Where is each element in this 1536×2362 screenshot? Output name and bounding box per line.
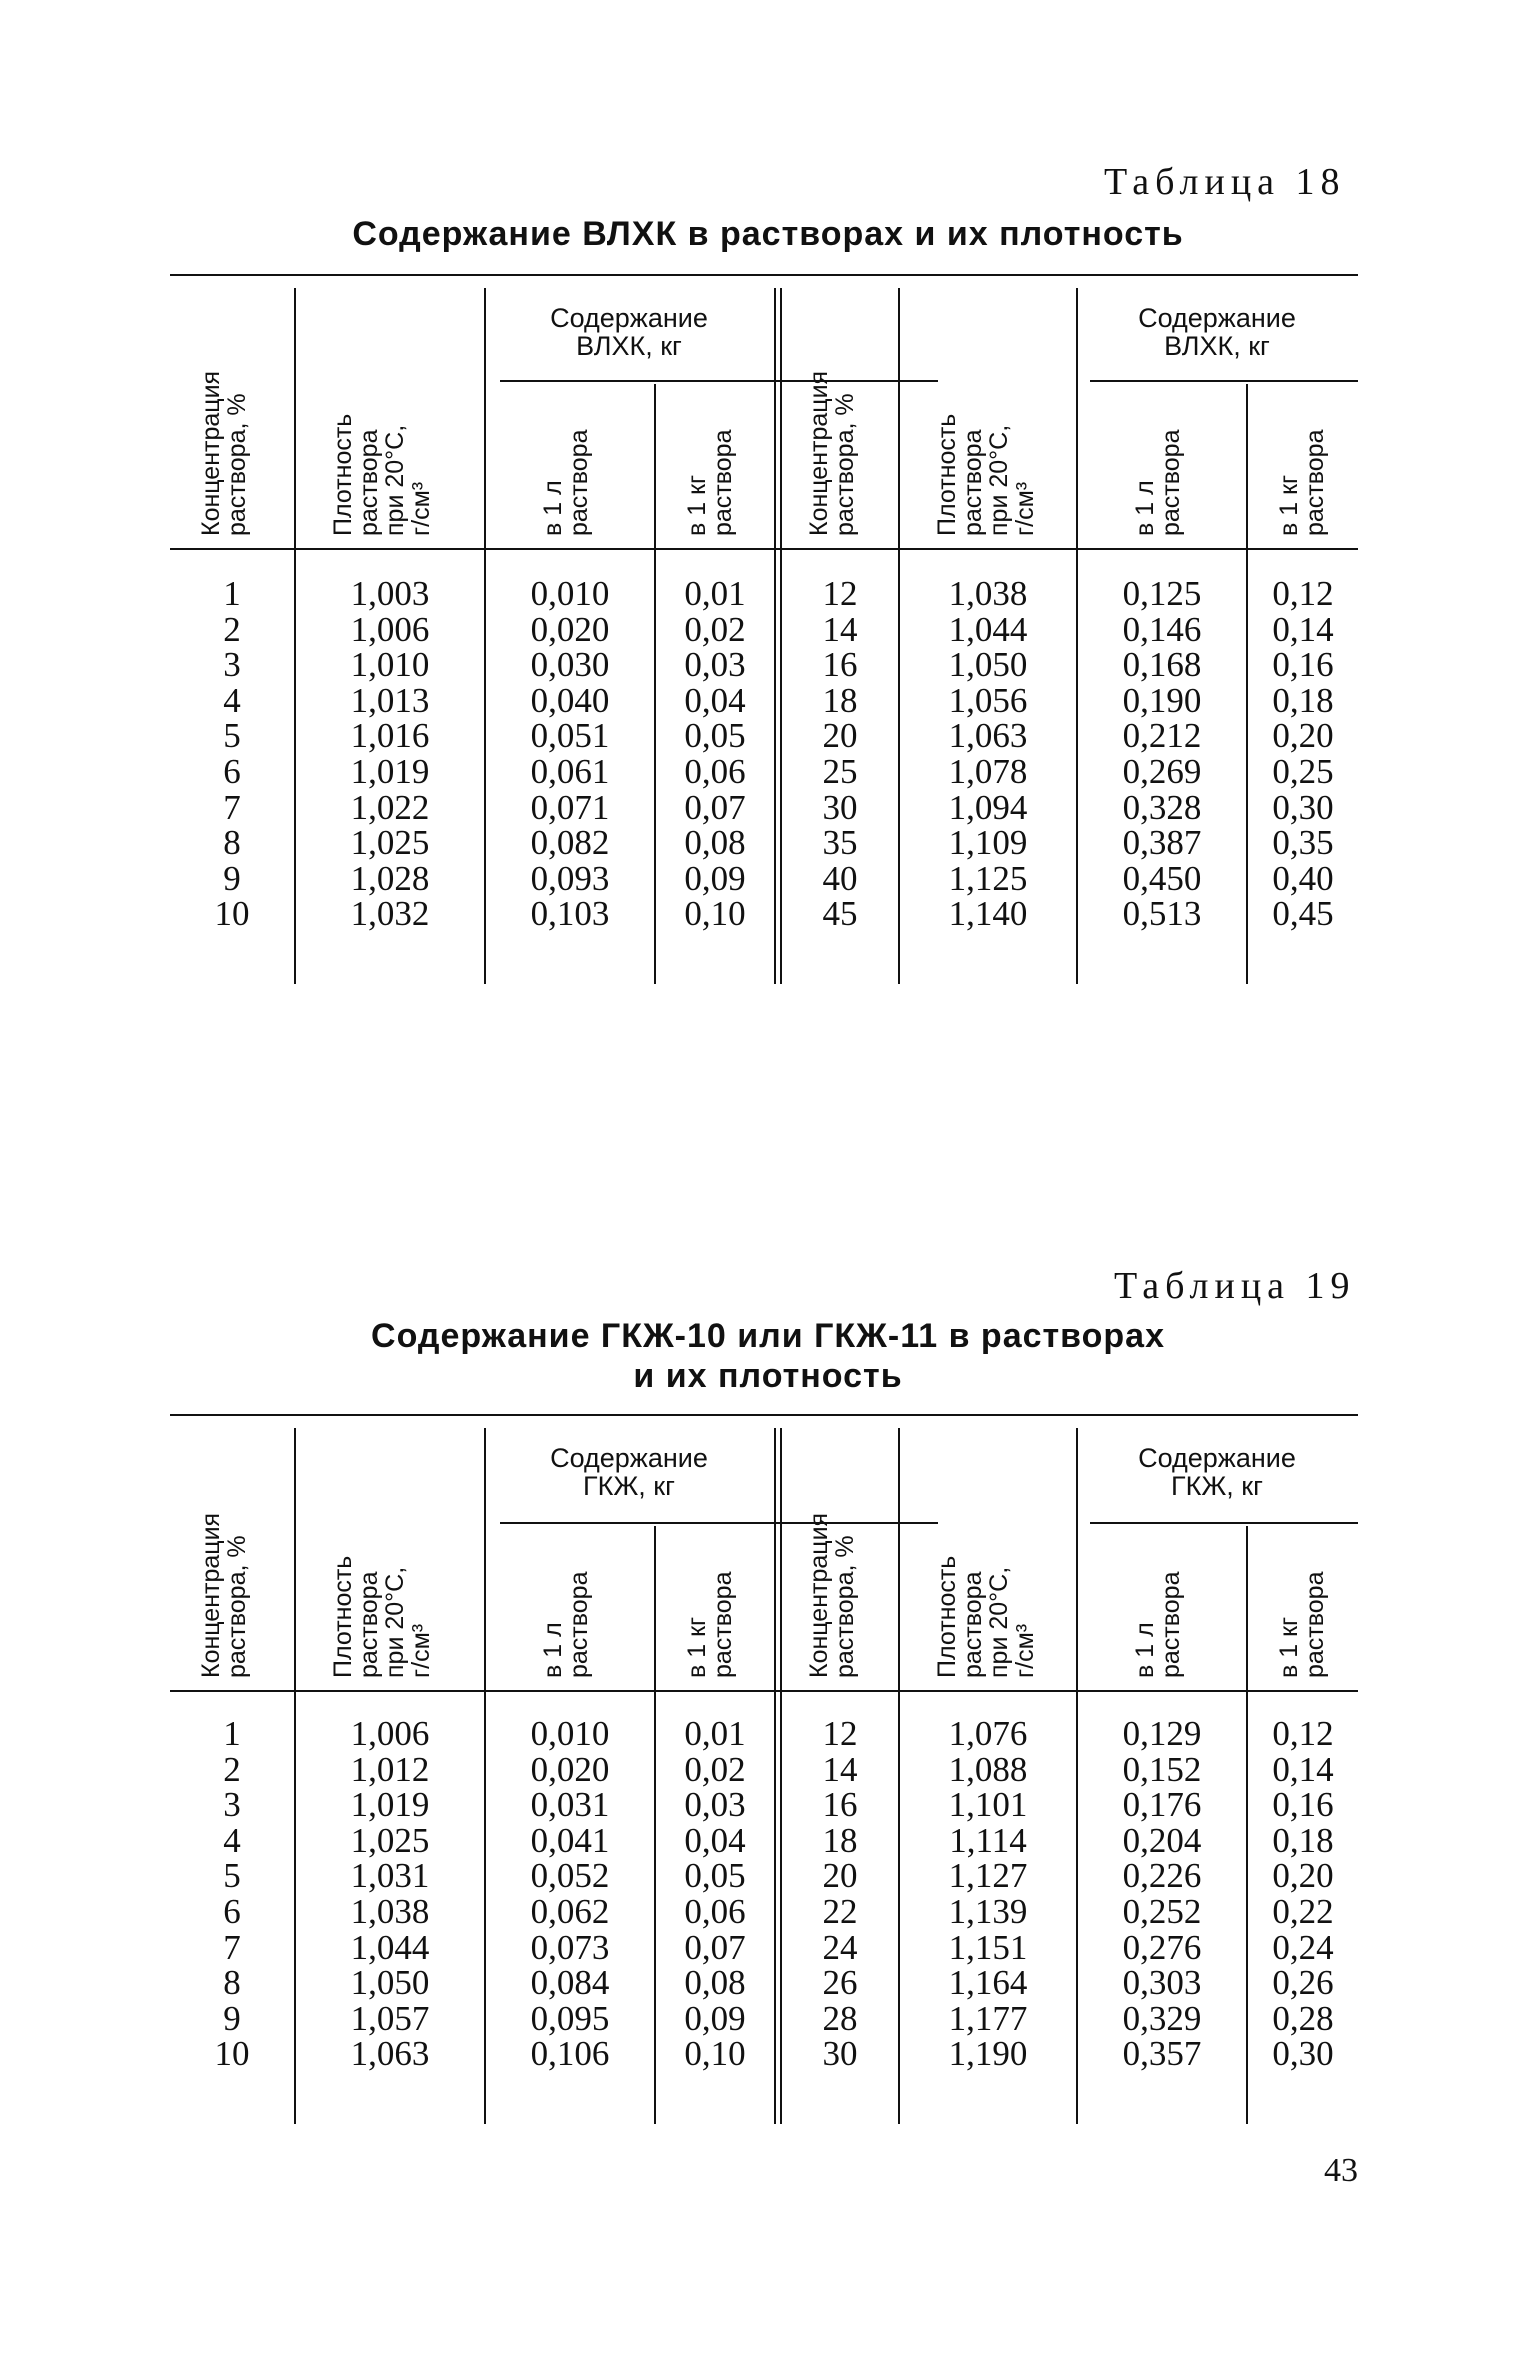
content-group-line-1: Содержание xyxy=(1138,303,1296,333)
table-cell: 0,051 xyxy=(530,716,610,756)
table-cell: 1,177 xyxy=(948,1998,1028,2038)
table-cell: 0,30 xyxy=(1272,787,1334,827)
table-cell: 0,04 xyxy=(684,680,746,720)
table-cell: 0,357 xyxy=(1122,2034,1202,2074)
table-cell: 10 xyxy=(214,2034,250,2074)
table-cell: 1,109 xyxy=(948,823,1028,863)
table-cell: 0,05 xyxy=(684,716,746,756)
content-group-line-2: ВЛХК, кг xyxy=(576,331,682,361)
table-cell: 1,025 xyxy=(350,1820,430,1860)
page-number: 43 xyxy=(1324,2152,1358,2189)
concentration-header xyxy=(197,1512,251,1688)
table-cell: 0,152 xyxy=(1122,1749,1202,1789)
header-line: г/см³ xyxy=(1011,481,1039,536)
table-cell: 5 xyxy=(223,716,241,756)
table-cell: 28 xyxy=(822,1998,858,2038)
per-kg-header xyxy=(683,1571,737,1688)
content-group-header xyxy=(1076,304,1358,360)
table-18-top-rule xyxy=(170,274,1358,276)
table-cell: 1,078 xyxy=(948,751,1028,791)
table-cell: 0,12 xyxy=(1272,1714,1334,1753)
header-line: в 1 кг xyxy=(683,474,711,536)
table-cell: 3 xyxy=(223,645,241,685)
table-cell: 0,30 xyxy=(1272,2034,1334,2074)
header-line: в 1 кг xyxy=(1275,1616,1303,1678)
table-cell: 0,01 xyxy=(684,1714,746,1753)
table-cell: 20 xyxy=(822,716,858,756)
table-cell: 0,129 xyxy=(1122,1714,1202,1753)
table-cell: 0,041 xyxy=(530,1820,610,1860)
table-cell: 8 xyxy=(223,823,241,863)
table-cell: 9 xyxy=(223,1998,241,2038)
table-cell: 0,276 xyxy=(1122,1927,1202,1967)
density-column xyxy=(900,1716,1076,2072)
table-cell: 1,006 xyxy=(350,609,430,649)
table-cell: 1,140 xyxy=(948,894,1028,934)
table-cell: 0,190 xyxy=(1122,680,1202,720)
table-cell: 25 xyxy=(822,751,858,791)
per-kg-column xyxy=(1248,576,1358,932)
per-liter-column xyxy=(486,1716,654,2072)
table-cell: 18 xyxy=(822,680,858,720)
concentration-header xyxy=(197,370,251,546)
header-line: раствора xyxy=(565,1571,593,1678)
table-18-header-rule xyxy=(170,548,1358,550)
table-cell: 20 xyxy=(822,1856,858,1896)
table-cell: 0,45 xyxy=(1272,894,1334,934)
table-cell: 0,073 xyxy=(530,1927,610,1967)
table-cell: 10 xyxy=(214,894,250,934)
table-cell: 1,050 xyxy=(948,645,1028,685)
content-group-line-1: Содержание xyxy=(550,1443,708,1473)
table-18-label: Таблица 18 xyxy=(1104,161,1346,203)
table-cell: 0,07 xyxy=(684,1927,746,1967)
concentration-column xyxy=(782,576,898,932)
table-cell: 5 xyxy=(223,1856,241,1896)
table-18 xyxy=(170,274,1358,984)
per-liter-column xyxy=(1078,1716,1246,2072)
table-cell: 0,28 xyxy=(1272,1998,1334,2038)
density-header xyxy=(933,413,1039,546)
table-cell: 0,01 xyxy=(684,574,746,613)
table-cell: 6 xyxy=(223,1891,241,1931)
table-cell: 1,057 xyxy=(350,1998,430,2038)
table-cell: 0,303 xyxy=(1122,1963,1202,2003)
table-cell: 1,151 xyxy=(948,1927,1028,1967)
table-19-title-line-1: Содержание ГКЖ-10 или ГКЖ-11 в растворах xyxy=(371,1317,1165,1355)
table-cell: 9 xyxy=(223,858,241,898)
table-cell: 1,164 xyxy=(948,1963,1028,2003)
table-cell: 0,010 xyxy=(530,574,610,613)
header-line: раствора, % xyxy=(223,393,251,536)
table-cell: 0,24 xyxy=(1272,1927,1334,1967)
header-line: Концентрация xyxy=(197,1512,225,1678)
table-cell: 0,020 xyxy=(530,1749,610,1789)
table-cell: 16 xyxy=(822,645,858,685)
table-cell: 12 xyxy=(822,574,858,613)
header-line: Концентрация xyxy=(805,1512,833,1678)
header-line: г/см³ xyxy=(1011,1623,1039,1678)
table-cell: 1,114 xyxy=(949,1820,1027,1860)
density-header xyxy=(329,413,435,546)
table-cell: 0,26 xyxy=(1272,1963,1334,2003)
table-19 xyxy=(170,1414,1358,2124)
table-cell: 0,03 xyxy=(684,1785,746,1825)
table-cell: 0,06 xyxy=(684,751,746,791)
per-liter-header xyxy=(539,1571,593,1688)
content-group-line-1: Содержание xyxy=(1138,1443,1296,1473)
table-cell: 1,044 xyxy=(948,609,1028,649)
concentration-header xyxy=(805,1512,859,1688)
table-cell: 1,031 xyxy=(350,1856,430,1896)
table-cell: 4 xyxy=(223,1820,241,1860)
table-19-group-rule-right xyxy=(1090,1522,1358,1524)
header-line: Концентрация xyxy=(805,370,833,536)
content-group-line-2: ГКЖ, кг xyxy=(1171,1471,1263,1501)
table-cell: 0,061 xyxy=(530,751,610,791)
per-kg-column xyxy=(1248,1716,1358,2072)
header-line: раствора xyxy=(959,1571,987,1678)
table-18-group-rule-right xyxy=(1090,380,1358,382)
table-cell: 3 xyxy=(223,1785,241,1825)
concentration-column xyxy=(782,1716,898,2072)
table-19-header-rule xyxy=(170,1690,1358,1692)
table-cell: 0,125 xyxy=(1122,574,1202,613)
header-line: г/см³ xyxy=(407,481,435,536)
table-cell: 0,10 xyxy=(684,2034,746,2074)
table-cell: 0,10 xyxy=(684,894,746,934)
table-cell: 0,103 xyxy=(530,894,610,934)
header-line: в 1 л xyxy=(1131,1622,1159,1678)
content-group-header xyxy=(484,1444,774,1500)
table-cell: 0,071 xyxy=(530,787,610,827)
table-cell: 1,076 xyxy=(948,1714,1028,1753)
table-cell: 1,125 xyxy=(948,858,1028,898)
table-cell: 0,02 xyxy=(684,1749,746,1789)
table-cell: 18 xyxy=(822,1820,858,1860)
table-cell: 1,063 xyxy=(948,716,1028,756)
table-cell: 0,387 xyxy=(1122,823,1202,863)
table-cell: 0,020 xyxy=(530,609,610,649)
table-cell: 1,016 xyxy=(350,716,430,756)
table-cell: 14 xyxy=(822,1749,858,1789)
concentration-column xyxy=(170,1716,294,2072)
header-line: раствора xyxy=(709,1571,737,1678)
table-cell: 0,06 xyxy=(684,1891,746,1931)
table-cell: 1,056 xyxy=(948,680,1028,720)
header-line: г/см³ xyxy=(407,1623,435,1678)
table-cell: 0,450 xyxy=(1122,858,1202,898)
table-cell: 0,05 xyxy=(684,1856,746,1896)
header-line: в 1 л xyxy=(539,480,567,536)
table-cell: 1,088 xyxy=(948,1749,1028,1789)
table-cell: 0,328 xyxy=(1122,787,1202,827)
table-cell: 1,032 xyxy=(350,894,430,934)
header-line: раствора xyxy=(355,429,383,536)
table-cell: 22 xyxy=(822,1891,858,1931)
table-cell: 1,038 xyxy=(350,1891,430,1931)
header-line: раствора, % xyxy=(831,1535,859,1678)
table-cell: 4 xyxy=(223,680,241,720)
table-cell: 1,022 xyxy=(350,787,430,827)
table-cell: 14 xyxy=(822,609,858,649)
per-kg-column xyxy=(656,1716,774,2072)
per-liter-header xyxy=(539,429,593,546)
table-cell: 16 xyxy=(822,1785,858,1825)
table-cell: 0,084 xyxy=(530,1963,610,2003)
table-18-vrule xyxy=(774,288,776,984)
table-cell: 0,204 xyxy=(1122,1820,1202,1860)
per-kg-header xyxy=(1275,429,1329,546)
table-cell: 1,010 xyxy=(350,645,430,685)
table-cell: 1,139 xyxy=(948,1891,1028,1931)
table-cell: 0,16 xyxy=(1272,1785,1334,1825)
table-cell: 0,02 xyxy=(684,609,746,649)
table-cell: 1,190 xyxy=(948,2034,1028,2074)
header-line: при 20°С, xyxy=(985,1566,1013,1678)
header-line: при 20°С, xyxy=(985,424,1013,536)
table-cell: 1 xyxy=(223,1714,241,1753)
table-cell: 1,012 xyxy=(350,1749,430,1789)
header-line: Плотность xyxy=(933,413,961,536)
table-cell: 1,094 xyxy=(948,787,1028,827)
header-line: Плотность xyxy=(933,1555,961,1678)
table-cell: 30 xyxy=(822,787,858,827)
header-line: Плотность xyxy=(329,413,357,536)
table-cell: 0,35 xyxy=(1272,823,1334,863)
header-line: раствора xyxy=(565,429,593,536)
table-cell: 7 xyxy=(223,1927,241,1967)
table-cell: 1,050 xyxy=(350,1963,430,2003)
table-cell: 7 xyxy=(223,787,241,827)
table-19-group-rule-left xyxy=(500,1522,938,1524)
header-line: раствора xyxy=(1157,1571,1185,1678)
table-cell: 0,08 xyxy=(684,1963,746,2003)
table-18-title xyxy=(0,214,1536,254)
header-line: раствора xyxy=(1157,429,1185,536)
table-cell: 1,013 xyxy=(350,680,430,720)
table-cell: 0,062 xyxy=(530,1891,610,1931)
table-cell: 0,25 xyxy=(1272,751,1334,791)
table-cell: 0,168 xyxy=(1122,645,1202,685)
table-cell: 0,14 xyxy=(1272,1749,1334,1789)
header-line: раствора xyxy=(709,429,737,536)
table-cell: 45 xyxy=(822,894,858,934)
per-kg-header xyxy=(683,429,737,546)
table-cell: 0,030 xyxy=(530,645,610,685)
header-line: при 20°С, xyxy=(381,1566,409,1678)
table-cell: 1 xyxy=(223,574,241,613)
header-line: раствора, % xyxy=(223,1535,251,1678)
table-cell: 0,146 xyxy=(1122,609,1202,649)
table-cell: 0,106 xyxy=(530,2034,610,2074)
header-line: в 1 л xyxy=(539,1622,567,1678)
table-cell: 0,07 xyxy=(684,787,746,827)
per-kg-header xyxy=(1275,1571,1329,1688)
content-group-line-2: ВЛХК, кг xyxy=(1164,331,1270,361)
table-cell: 0,095 xyxy=(530,1998,610,2038)
table-cell: 12 xyxy=(822,1714,858,1753)
table-cell: 1,006 xyxy=(350,1714,430,1753)
table-cell: 0,03 xyxy=(684,645,746,685)
table-cell: 0,40 xyxy=(1272,858,1334,898)
table-cell: 1,028 xyxy=(350,858,430,898)
density-column xyxy=(296,576,484,932)
table-cell: 0,513 xyxy=(1122,894,1202,934)
header-line: раствора xyxy=(1301,429,1329,536)
table-cell: 0,12 xyxy=(1272,574,1334,613)
table-cell: 0,09 xyxy=(684,858,746,898)
table-cell: 0,082 xyxy=(530,823,610,863)
per-kg-column xyxy=(656,576,774,932)
table-cell: 35 xyxy=(822,823,858,863)
table-cell: 1,038 xyxy=(948,574,1028,613)
table-cell: 0,052 xyxy=(530,1856,610,1896)
table-19-title xyxy=(0,1316,1536,1396)
concentration-header xyxy=(805,370,859,546)
table-cell: 0,16 xyxy=(1272,645,1334,685)
header-line: раствора xyxy=(959,429,987,536)
table-cell: 8 xyxy=(223,1963,241,2003)
table-cell: 0,18 xyxy=(1272,1820,1334,1860)
table-cell: 0,212 xyxy=(1122,716,1202,756)
table-cell: 1,063 xyxy=(350,2034,430,2074)
per-liter-column xyxy=(1078,576,1246,932)
table-cell: 24 xyxy=(822,1927,858,1967)
table-cell: 1,019 xyxy=(350,1785,430,1825)
table-cell: 40 xyxy=(822,858,858,898)
per-liter-header xyxy=(1131,1571,1185,1688)
table-cell: 2 xyxy=(223,609,241,649)
table-cell: 1,127 xyxy=(948,1856,1028,1896)
table-cell: 0,14 xyxy=(1272,609,1334,649)
header-line: при 20°С, xyxy=(381,424,409,536)
table-19-title-line-2: и их плотность xyxy=(633,1357,903,1395)
header-line: Плотность xyxy=(329,1555,357,1678)
content-group-line-2: ГКЖ, кг xyxy=(583,1471,675,1501)
table-19-label: Таблица 19 xyxy=(1114,1265,1356,1307)
content-group-line-1: Содержание xyxy=(550,303,708,333)
density-column xyxy=(296,1716,484,2072)
table-19-top-rule xyxy=(170,1414,1358,1416)
table-cell: 0,226 xyxy=(1122,1856,1202,1896)
table-cell: 1,019 xyxy=(350,751,430,791)
table-cell: 2 xyxy=(223,1749,241,1789)
per-liter-header xyxy=(1131,429,1185,546)
header-line: раствора xyxy=(355,1571,383,1678)
header-line: в 1 л xyxy=(1131,480,1159,536)
density-column xyxy=(900,576,1076,932)
concentration-column xyxy=(170,576,294,932)
table-cell: 0,20 xyxy=(1272,716,1334,756)
table-cell: 0,269 xyxy=(1122,751,1202,791)
table-cell: 0,010 xyxy=(530,1714,610,1753)
table-cell: 0,031 xyxy=(530,1785,610,1825)
table-cell: 26 xyxy=(822,1963,858,2003)
table-cell: 0,09 xyxy=(684,1998,746,2038)
table-cell: 0,22 xyxy=(1272,1891,1334,1931)
table-cell: 0,329 xyxy=(1122,1998,1202,2038)
table-cell: 0,08 xyxy=(684,823,746,863)
density-header xyxy=(933,1555,1039,1688)
table-cell: 0,176 xyxy=(1122,1785,1202,1825)
header-line: раствора xyxy=(1301,1571,1329,1678)
density-header xyxy=(329,1555,435,1688)
table-18-title-line-1: Содержание ВЛХК в растворах и их плотность xyxy=(352,215,1184,253)
table-18-group-rule-left xyxy=(500,380,938,382)
table-cell: 1,003 xyxy=(350,574,430,613)
table-cell: 1,025 xyxy=(350,823,430,863)
table-cell: 0,093 xyxy=(530,858,610,898)
header-line: в 1 кг xyxy=(683,1616,711,1678)
header-line: раствора, % xyxy=(831,393,859,536)
table-cell: 6 xyxy=(223,751,241,791)
header-line: Концентрация xyxy=(197,370,225,536)
table-cell: 30 xyxy=(822,2034,858,2074)
table-cell: 0,040 xyxy=(530,680,610,720)
table-cell: 0,18 xyxy=(1272,680,1334,720)
table-cell: 0,04 xyxy=(684,1820,746,1860)
table-cell: 1,044 xyxy=(350,1927,430,1967)
table-cell: 1,101 xyxy=(948,1785,1028,1825)
content-group-header xyxy=(484,304,774,360)
table-cell: 0,252 xyxy=(1122,1891,1202,1931)
table-cell: 0,20 xyxy=(1272,1856,1334,1896)
per-liter-column xyxy=(486,576,654,932)
table-19-vrule xyxy=(774,1428,776,2124)
content-group-header xyxy=(1076,1444,1358,1500)
header-line: в 1 кг xyxy=(1275,474,1303,536)
